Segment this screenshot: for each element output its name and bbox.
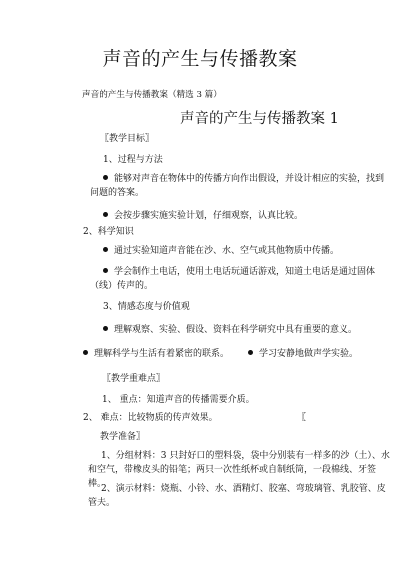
document-subtitle: 声音的产生与传播教案（精选 3 篇）	[82, 90, 222, 100]
prep-item-1: 1、分组材料：3 只封好口的塑料袋，袋中分别装有一样多的沙（土）、水和空气，带橡皮头的铅笔；两只一次性纸杯或自制纸筒，一段棉线、牙签棒。	[88, 451, 390, 489]
document-title: 声音的产生与传播教案	[102, 48, 298, 70]
bullet-dot-icon	[103, 326, 108, 331]
attitude-bullet-1: 理解观察、实验、假设、资料在科学研究中具有重要的意义。	[103, 323, 357, 337]
key-point-1: 1、 重点：知道声音的传播需要介质。	[102, 395, 255, 405]
knowledge-bullet-1: 通过实验知道声音能在沙、水、空气或其他物质中传播。	[103, 244, 339, 258]
goals-heading: 〖教学目标〗	[100, 134, 155, 144]
key-point-2-mark: 〖	[297, 413, 307, 423]
attitude-bullet-3: 学习安静地做声学实验。	[248, 347, 358, 361]
bullet-dot-icon	[103, 247, 108, 252]
prep-heading: 教学准备〗	[100, 432, 146, 442]
section-title: 声音的产生与传播教案 1	[180, 111, 339, 127]
process-bullet-1: 能够对声音在物体中的传播方向作出假设，并设计相应的实验，找到问题的答案。	[90, 174, 385, 198]
process-bullet-2: 会按步骤实施实验计划，仔细观察，认真比较。	[103, 209, 303, 223]
bullet-dot-icon	[103, 268, 108, 273]
bullet-dot-icon	[103, 175, 108, 180]
bullet-dot-icon	[248, 350, 253, 355]
process-heading: 1、过程与方法	[103, 155, 163, 165]
bullet-dot-icon	[103, 212, 108, 217]
key-heading: 〖教学重难点〗	[102, 374, 166, 384]
attitude-heading: 3、情感态度与价值观	[103, 302, 190, 312]
key-point-2: 2、 难点：比较物质的传声效果。	[83, 413, 218, 423]
bullet-dot-icon	[83, 350, 88, 355]
prep-item-2: 2、演示材料：烧瓶、小铃、水、酒精灯、胶塞、弯玻璃管、乳胶管、皮管夫。	[88, 484, 386, 508]
knowledge-bullet-2: 学会制作土电话，使用土电话玩通话游戏，知道土电话是通过固体（线）传声的。	[90, 267, 376, 291]
knowledge-heading: 2、科学知识	[83, 227, 134, 237]
attitude-bullet-2: 理解科学与生活有着紧密的联系。	[83, 347, 229, 361]
